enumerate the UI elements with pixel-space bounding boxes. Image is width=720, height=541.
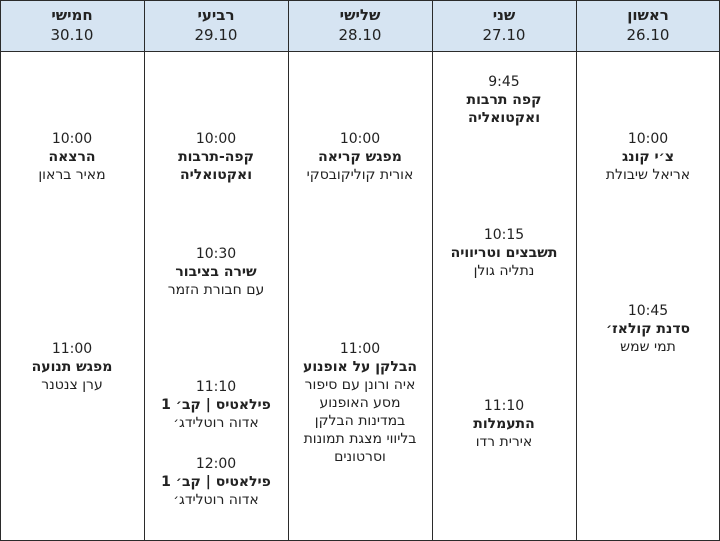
event-tuesday-2 [288,340,432,466]
event-wednesday-4 [144,455,288,509]
event-title: צ׳י קונג [621,149,675,165]
event-presenter: אדוה רוטלידג׳ [173,415,259,431]
event-time: 12:00 [195,456,237,472]
event-time: 10:30 [195,246,237,262]
event-description-line: וסרטונים [334,449,386,465]
event-title: תשבצים וטריוויה [450,245,558,261]
day-name: שני [492,6,516,24]
event-thursday-2 [0,340,144,394]
day-header-tuesday [288,0,432,52]
event-time: 9:45 [488,74,520,90]
day-date: 29.10 [194,26,238,44]
event-title: מפגש קריאה [318,149,402,165]
event-title: הרצאה [48,149,96,165]
day-name: חמישי [51,6,93,24]
event-description-line: במדינות הבלקן [314,413,406,429]
day-header-monday [432,0,576,52]
event-presenter: נתליה גולן [473,263,535,279]
event-title: התעמלות [473,416,535,432]
event-time: 10:15 [483,227,525,243]
event-time: 11:00 [51,341,93,357]
day-name: ראשון [627,6,669,24]
event-sunday-2 [576,302,720,356]
event-time: 10:00 [195,131,237,147]
event-presenter: אריאל שיבולת [605,167,691,183]
day-date: 30.10 [50,26,94,44]
day-name: שלישי [339,6,381,24]
event-description-line: איה ורונן עם סיפור [304,377,416,393]
event-monday-3 [432,397,576,451]
event-time: 10:00 [627,131,669,147]
event-thursday-1 [0,130,144,184]
event-presenter: אירית רדו [475,434,533,450]
day-name: רביעי [197,6,235,24]
event-wednesday-1 [144,130,288,184]
day-date: 28.10 [338,26,382,44]
event-presenter: מאיר בראון [38,167,106,183]
event-tuesday-1 [288,130,432,184]
event-time: 11:10 [483,398,525,414]
event-sunday-1 [576,130,720,184]
event-presenter: אדוה רוטלידג׳ [173,492,259,508]
event-title-cont: ואקטואליה [467,110,541,126]
event-presenter: ערן צנטנר [41,377,103,393]
event-presenter: תמי שמש [620,339,676,355]
event-time: 10:00 [51,131,93,147]
event-title: קפה-תרבות [178,149,254,165]
event-time: 10:45 [627,303,669,319]
event-description-line: מסע האופנוע [319,395,401,411]
event-presenter: עם חבורת הזמר [167,282,265,298]
day-date: 27.10 [482,26,526,44]
event-title: הבלקן על אופנוע [303,359,417,375]
event-title: שירה בציבור [175,264,257,280]
day-header-wednesday [144,0,288,52]
event-wednesday-2 [144,245,288,299]
event-title: פילאטיס | קב׳ 1 [161,474,271,490]
event-time: 10:00 [339,131,381,147]
event-description-line: בליווי מצגת תמונות [303,431,417,447]
event-time: 11:00 [339,341,381,357]
day-header-thursday [0,0,144,52]
event-monday-2 [432,226,576,280]
day-date: 26.10 [626,26,670,44]
event-title: סדנת קולאז׳ [605,321,691,337]
event-time: 11:10 [195,379,237,395]
event-title: קפה תרבות [466,92,542,108]
event-title-cont: ואקטואליה [179,167,253,183]
day-header-sunday [576,0,720,52]
event-presenter: אורית קוליקובסקי [306,167,414,183]
event-title: פילאטיס | קב׳ 1 [161,397,271,413]
column-divider [576,0,577,541]
event-title: מפגש תנועה [31,359,113,375]
event-wednesday-3 [144,378,288,432]
event-monday-1 [432,73,576,127]
